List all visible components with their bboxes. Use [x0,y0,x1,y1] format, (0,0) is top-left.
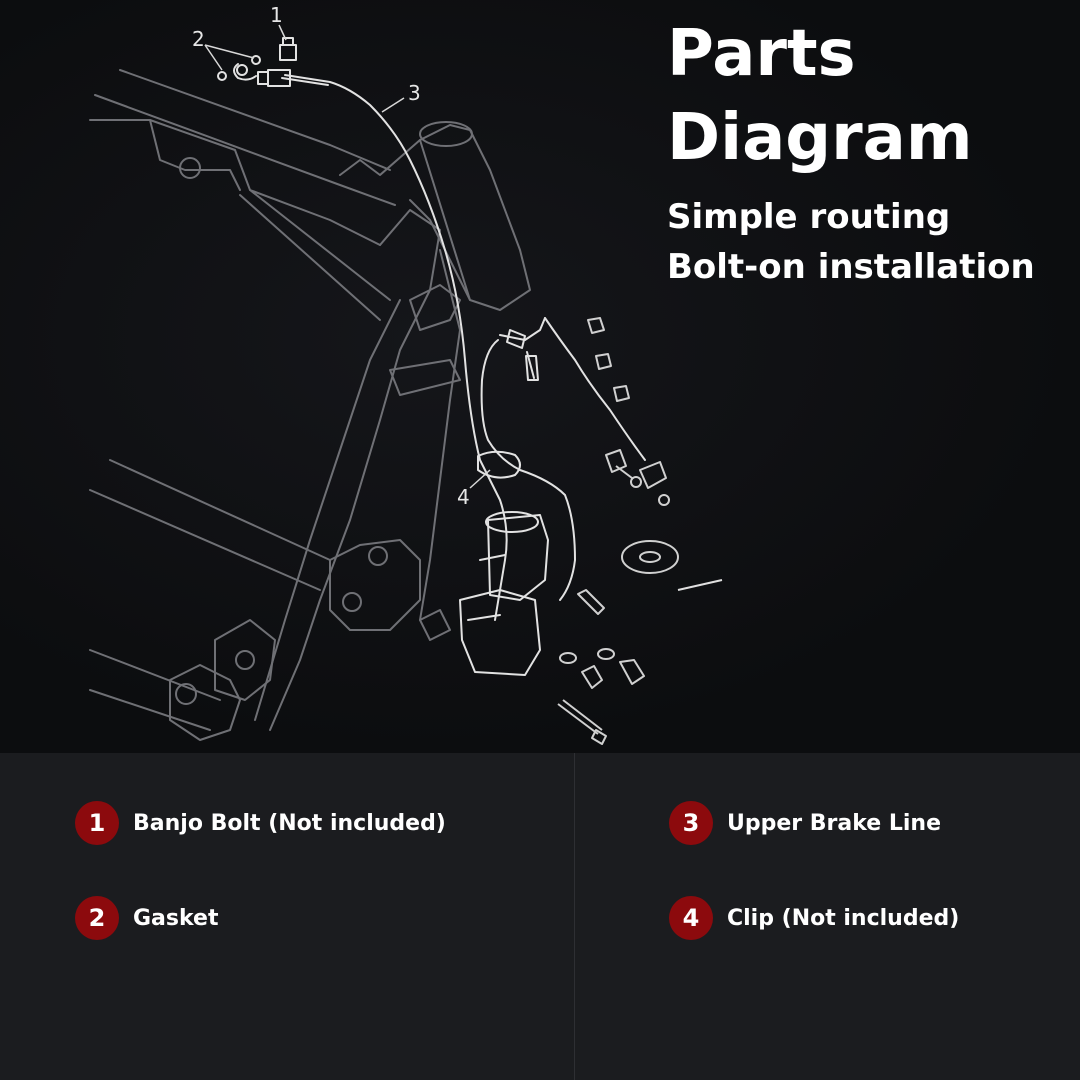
subtitle-line-1: Simple routing [667,197,951,237]
parts-legend [0,753,1080,1080]
callout-4: 4 [457,485,470,509]
number-badge: 3 [669,801,713,845]
callout-3: 3 [408,81,421,105]
legend-item-upper-brake-line [669,801,941,845]
legend-item-gasket [75,896,218,940]
number-badge: 2 [75,896,119,940]
legend-label: Banjo Bolt (Not included) [133,810,446,836]
legend-item-clip [669,896,959,940]
title-line-2: Diagram [667,101,973,175]
callout-2: 2 [192,27,205,51]
subtitle-line-2: Bolt-on installation [667,247,1035,287]
number-badge: 1 [75,801,119,845]
legend-item-banjo-bolt [75,801,446,845]
title-block [667,12,1035,292]
legend-label: Clip (Not included) [727,905,960,931]
number-badge: 4 [669,896,713,940]
title-line-1: Parts [667,17,856,91]
legend-label: Upper Brake Line [727,810,942,836]
legend-label: Gasket [133,905,219,931]
legend-divider [574,753,575,1080]
callout-1: 1 [270,3,283,27]
